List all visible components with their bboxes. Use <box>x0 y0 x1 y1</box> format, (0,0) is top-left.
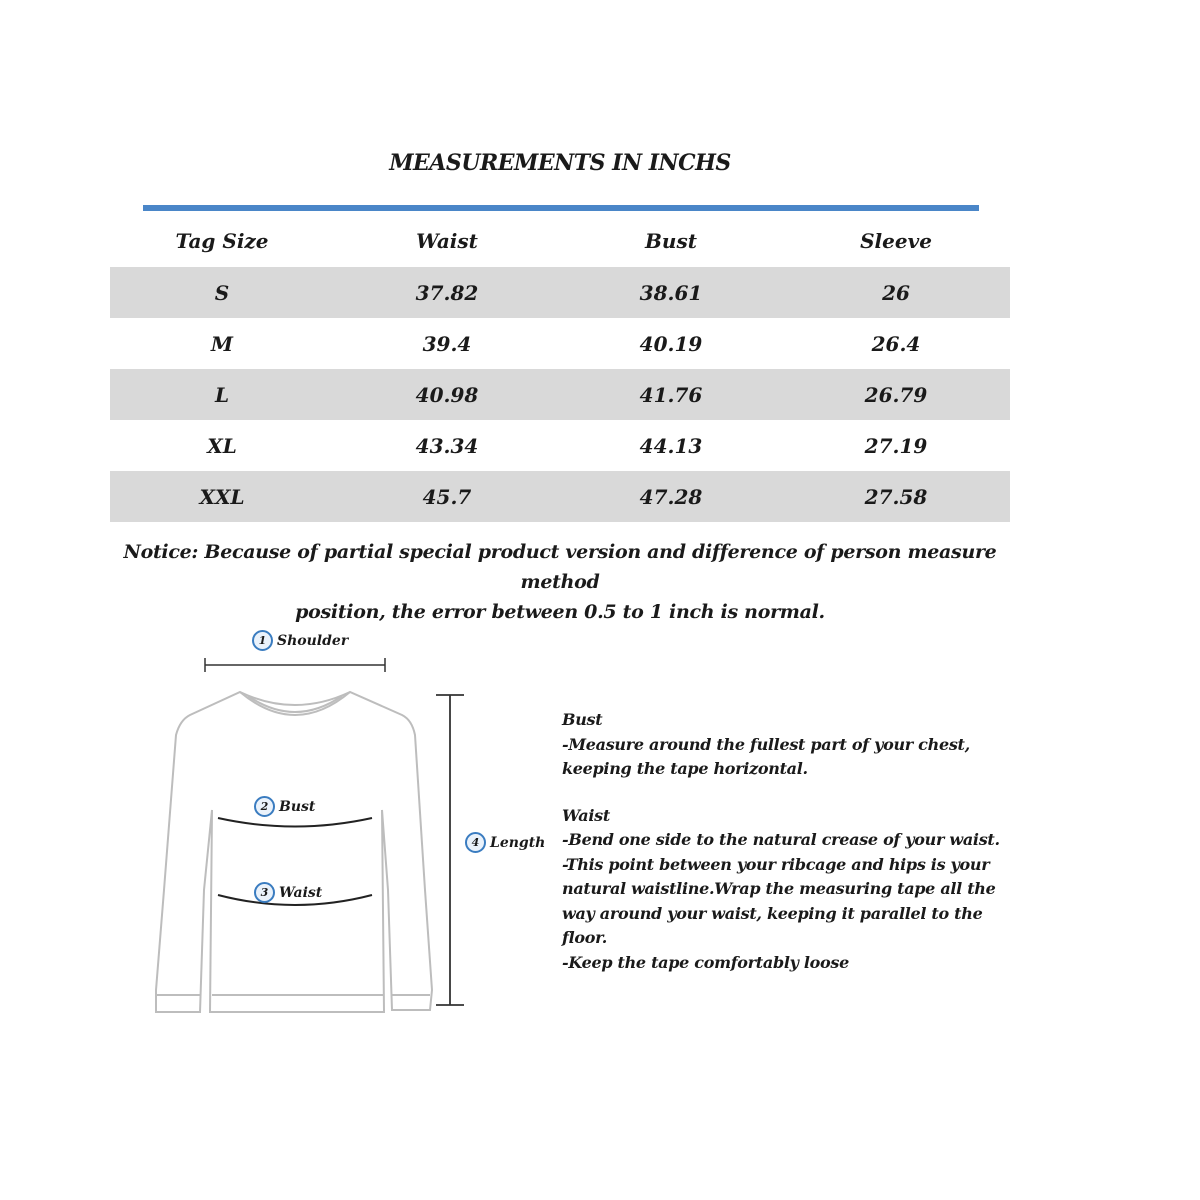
length-label: Length <box>490 834 546 851</box>
bust-label: Bust <box>279 798 316 815</box>
cell-size: L <box>214 382 230 407</box>
waist-callout <box>254 882 322 903</box>
cell-sleeve: 27.58 <box>864 484 928 509</box>
length-callout <box>465 832 545 853</box>
table-row <box>110 369 1010 420</box>
cell-waist: 37.82 <box>415 280 479 305</box>
guide-line: keeping the tape horizontal. <box>562 759 808 778</box>
table-row <box>110 318 1010 369</box>
cell-size: M <box>210 331 234 356</box>
shoulder-arrow <box>205 658 385 672</box>
table-row <box>110 420 1010 471</box>
waist-label: Waist <box>279 884 323 901</box>
cell-sleeve: 27.19 <box>864 433 928 458</box>
waist-guide-title: Waist <box>562 805 610 825</box>
cell-bust: 40.19 <box>639 331 703 356</box>
number-badge: 1 <box>252 630 273 651</box>
header-bust: Bust <box>645 229 697 253</box>
shoulder-label: Shoulder <box>277 632 349 649</box>
length-arrow <box>436 695 464 1005</box>
number-badge: 4 <box>465 832 486 853</box>
cell-bust: 41.76 <box>639 382 703 407</box>
cell-waist: 40.98 <box>415 382 479 407</box>
guide-line: -Keep the tape comfortably loose <box>562 952 850 972</box>
bust-line <box>218 818 372 827</box>
page-title: MEASUREMENTS IN INCHS <box>389 150 731 176</box>
waist-guide <box>562 804 1002 976</box>
bust-guide-title: Bust <box>562 710 603 729</box>
measuring-guide <box>562 708 1002 997</box>
cell-sleeve: 26.4 <box>871 331 921 356</box>
guide-line: floor. <box>562 928 608 947</box>
shoulder-callout <box>252 630 348 651</box>
guide-line: natural waistline.Wrap the measuring tape all the <box>562 879 996 898</box>
header-waist: Waist <box>416 229 478 253</box>
cell-sleeve: 26.79 <box>864 382 928 407</box>
guide-line: way around your waist, keeping it parallel to the <box>562 903 983 923</box>
table-row <box>110 471 1010 522</box>
cell-bust: 47.28 <box>639 484 703 509</box>
cell-bust: 38.61 <box>639 280 703 305</box>
number-badge: 3 <box>254 882 275 903</box>
guide-line: -Bend one side to the natural crease of your waist. <box>562 830 1000 849</box>
notice-text <box>110 537 1010 627</box>
size-table <box>110 215 1010 522</box>
cell-waist: 45.7 <box>422 484 472 509</box>
guide-line: -Measure around the fullest part of your chest, <box>562 734 970 754</box>
notice-line: position, the error between 0.5 to 1 inch is normal. <box>295 601 825 623</box>
cell-size: XXL <box>199 484 245 509</box>
notice-line: Notice: Because of partial special product version and difference of person measure method <box>123 541 997 593</box>
shirt-outline <box>156 692 432 1012</box>
bust-guide <box>562 708 1002 782</box>
number-badge: 2 <box>254 796 275 817</box>
table-header-row <box>110 215 1010 267</box>
title-divider <box>143 205 979 211</box>
cell-waist: 43.34 <box>415 433 479 458</box>
table-row <box>110 267 1010 318</box>
header-sleeve: Sleeve <box>860 229 932 253</box>
cell-bust: 44.13 <box>639 433 703 458</box>
cell-size: XL <box>207 433 237 458</box>
cell-sleeve: 26 <box>882 280 910 305</box>
cell-waist: 39.4 <box>422 331 472 356</box>
bust-callout <box>254 796 315 817</box>
header-tag-size: Tag Size <box>175 229 269 253</box>
guide-line: -This point between your ribcage and hips is your <box>562 854 990 874</box>
cell-size: S <box>214 280 230 305</box>
